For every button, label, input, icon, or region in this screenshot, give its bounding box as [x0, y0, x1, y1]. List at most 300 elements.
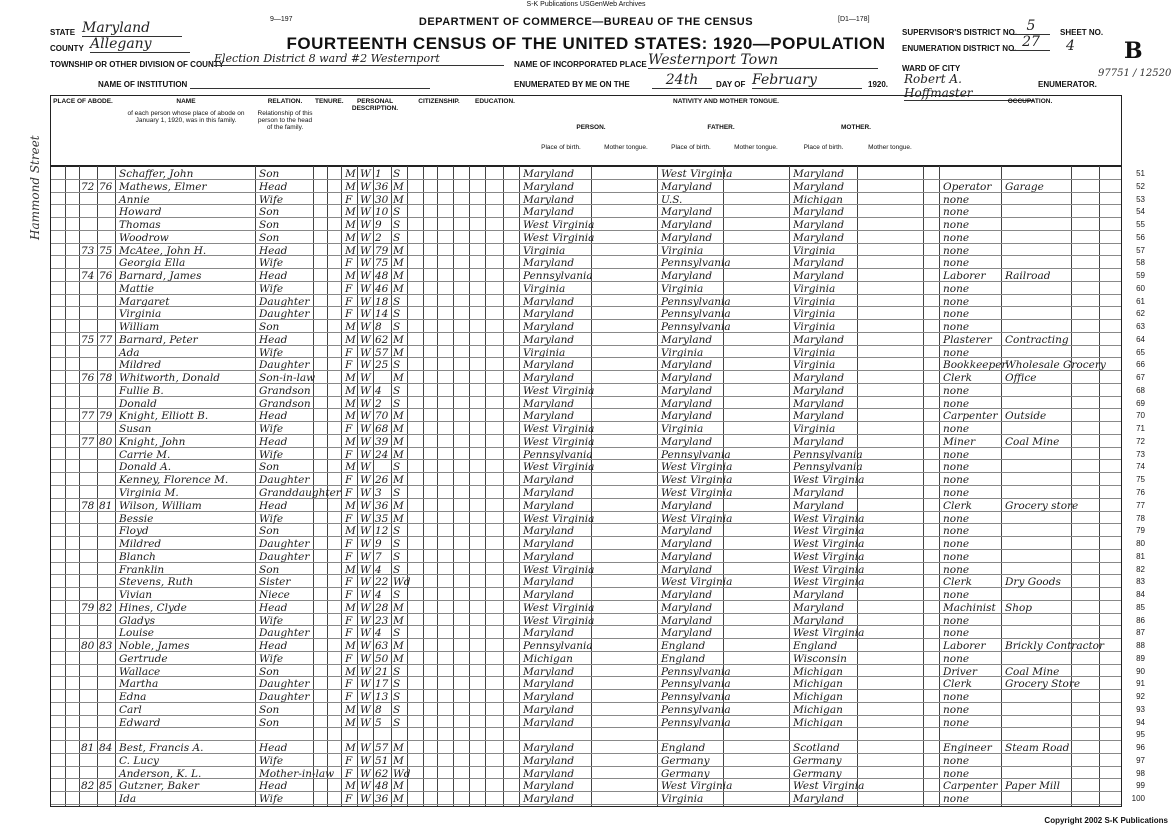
line-number: 66 — [1136, 360, 1145, 370]
cell-mpob: Maryland — [793, 793, 845, 806]
cell-dw: 74 — [81, 270, 95, 283]
cell-rel: Head — [259, 410, 288, 423]
table-row — [51, 396, 1145, 410]
table-row — [51, 332, 1145, 346]
cell-fpob: Germany — [661, 754, 710, 767]
cell-name: Wallace — [119, 665, 161, 678]
table-row — [51, 689, 1145, 704]
cell-name: Ada — [119, 346, 140, 359]
table-row — [51, 434, 1145, 448]
cell-fam: 85 — [99, 780, 113, 793]
cell-age: 7 — [375, 550, 382, 563]
cell-fpob: Maryland — [661, 601, 713, 614]
supervisor-label: SUPERVISOR'S DISTRICT NO. — [902, 28, 1018, 37]
cell-race: W — [360, 308, 371, 321]
cell-name: Thomas — [119, 219, 161, 232]
cell-mar: M — [393, 193, 404, 206]
col-group-personal: PERSONAL DESCRIPTION. — [351, 98, 399, 112]
year-label: 1920. — [868, 80, 889, 89]
cell-occ: none — [943, 754, 970, 767]
cell-mpob: Wisconsin — [793, 652, 847, 665]
cell-fpob: Virginia — [661, 346, 704, 359]
cell-mpob: West Virginia — [793, 512, 865, 525]
cell-race: W — [360, 716, 371, 729]
cell-sex: M — [345, 244, 356, 257]
cell-fpob: Germany — [661, 767, 710, 780]
cell-occ: none — [943, 627, 970, 640]
table-row — [51, 574, 1145, 589]
cell-occ: none — [943, 423, 970, 436]
col-group-education: EDUCATION. — [475, 98, 515, 105]
cell-occ: none — [943, 703, 970, 716]
cell-age: 70 — [375, 410, 389, 423]
cell-mar: S — [393, 550, 401, 563]
table-row — [51, 179, 1145, 193]
cell-pob: Maryland — [523, 793, 575, 806]
cell-mar: M — [393, 346, 404, 359]
cell-fpob: England — [661, 652, 706, 665]
cell-occ: none — [943, 716, 970, 729]
cell-mar: S — [393, 716, 401, 729]
cell-race: W — [360, 295, 371, 308]
cell-pob: Maryland — [523, 487, 575, 499]
col-name-desc: of each person whose place of abode on January 1, 1920, was in this family. — [127, 110, 245, 124]
cell-age: 14 — [375, 308, 389, 321]
cell-mpob: Virginia — [793, 282, 836, 295]
cell-ind: Coal Mine — [1005, 665, 1060, 678]
cell-dw: 77 — [81, 410, 95, 423]
cell-ind: Office — [1005, 372, 1037, 385]
cell-mar: S — [393, 627, 401, 640]
cell-mar: M — [393, 640, 404, 653]
cell-pob: West Virginia — [523, 601, 595, 614]
cell-race: W — [360, 359, 371, 372]
cell-rel: Son — [259, 321, 280, 334]
cell-mar: S — [393, 295, 401, 308]
cell-name: Best, Francis A. — [119, 742, 204, 755]
sheet-value: 4 — [1066, 38, 1075, 54]
copyright: Copyright 2002 S-K Publications — [1044, 816, 1168, 825]
cell-sex: M — [345, 435, 356, 448]
cell-occ: none — [943, 321, 970, 334]
cell-occ: none — [943, 589, 970, 602]
cell-mar: M — [393, 742, 404, 755]
table-row — [51, 664, 1145, 678]
cell-rel: Head — [259, 270, 288, 283]
table-row — [51, 511, 1145, 525]
cell-age: 13 — [375, 691, 389, 704]
line-number: 67 — [1136, 373, 1145, 383]
table-row — [51, 485, 1145, 499]
cell-mpob: Virginia — [793, 308, 836, 321]
cell-occ: Clerk — [943, 678, 972, 691]
cell-name: Mildred — [119, 538, 162, 551]
cell-sex: M — [345, 499, 356, 512]
col-tongue-person: Mother tongue. — [604, 144, 648, 151]
cell-dw: 81 — [81, 742, 95, 755]
cell-dw: 80 — [81, 640, 95, 653]
line-number: 88 — [1136, 641, 1145, 651]
cell-mpob: Virginia — [793, 295, 836, 308]
cell-ind: Coal Mine — [1005, 435, 1060, 448]
cell-fpob: Pennsylvania — [661, 678, 731, 691]
cell-fpob: Virginia — [661, 793, 704, 806]
cell-rel: Wife — [259, 512, 284, 525]
cell-dw: 78 — [81, 499, 95, 512]
cell-mpob: Maryland — [793, 601, 845, 614]
line-number: 71 — [1136, 424, 1145, 434]
cell-age: 5 — [375, 716, 382, 729]
cell-name: Woodrow — [119, 231, 169, 244]
cell-occ: none — [943, 244, 970, 257]
left-margin-street: Hammond Street — [28, 135, 42, 240]
cell-mar: M — [393, 180, 404, 193]
cell-occ: none — [943, 257, 970, 270]
cell-race: W — [360, 231, 371, 244]
cell-name: Blanch — [119, 550, 156, 563]
department-heading: DEPARTMENT OF COMMERCE—BUREAU OF THE CENSUS — [418, 16, 754, 28]
cell-race: W — [360, 538, 371, 551]
cell-age: 17 — [375, 678, 389, 691]
table-row — [51, 281, 1145, 295]
line-number: 52 — [1136, 181, 1145, 191]
cell-sex: M — [345, 397, 356, 410]
page-title: FOURTEENTH CENSUS OF THE UNITED STATES: 1920—POPULATION — [286, 34, 886, 53]
cell-rel: Head — [259, 180, 288, 193]
cell-age: 3 — [375, 487, 382, 499]
cell-sex: M — [345, 601, 356, 614]
cell-pob: Maryland — [523, 257, 575, 270]
cell-sex: M — [345, 333, 356, 346]
cell-mar: M — [393, 499, 404, 512]
cell-mpob: Virginia — [793, 321, 836, 334]
cell-race: W — [360, 423, 371, 436]
table-row — [51, 268, 1145, 283]
cell-sex: M — [345, 780, 356, 793]
cell-mpob: Maryland — [793, 614, 845, 627]
enumerator-label: ENUMERATOR. — [1038, 80, 1097, 89]
cell-mar: M — [393, 282, 404, 295]
cell-pob: Michigan — [523, 652, 573, 665]
cell-fam: 80 — [99, 435, 113, 448]
cell-fpob: Maryland — [661, 499, 713, 512]
cell-name: Knight, Elliott B. — [119, 410, 209, 423]
cell-fpob: Maryland — [661, 397, 713, 410]
line-number: 93 — [1136, 704, 1145, 714]
cell-mpob: Maryland — [793, 219, 845, 232]
cell-name: Wilson, William — [119, 499, 202, 512]
cell-fpob: Pennsylvania — [661, 691, 731, 704]
cell-mpob: Maryland — [793, 372, 845, 385]
cell-mar: S — [393, 219, 401, 232]
cell-name: Carl — [119, 703, 142, 716]
cell-ind: Garage — [1005, 180, 1044, 193]
line-number: 51 — [1136, 169, 1145, 178]
cell-rel: Wife — [259, 652, 284, 665]
cell-mar: S — [393, 359, 401, 372]
cell-fpob: Maryland — [661, 614, 713, 627]
cell-race: W — [360, 435, 371, 448]
line-number: 96 — [1136, 743, 1145, 753]
col-group-nativity: NATIVITY AND MOTHER TONGUE. — [673, 98, 779, 105]
cell-mar: S — [393, 525, 401, 538]
cell-mpob: Maryland — [793, 231, 845, 244]
table-row — [51, 753, 1145, 767]
table-row — [51, 676, 1145, 691]
cell-race: W — [360, 410, 371, 423]
cell-pob: Maryland — [523, 691, 575, 704]
cell-name: Schaffer, John — [119, 168, 194, 180]
line-number: 81 — [1136, 551, 1145, 561]
table-row — [51, 447, 1145, 461]
cell-mpob: Maryland — [793, 499, 845, 512]
cell-sex: F — [345, 474, 353, 487]
cell-fpob: Pennsylvania — [661, 703, 731, 716]
census-table — [50, 165, 1145, 807]
cell-mpob: Virginia — [793, 359, 836, 372]
cell-mar: M — [393, 614, 404, 627]
cell-sex: F — [345, 257, 353, 270]
cell-mar: M — [393, 244, 404, 257]
col-tongue-father: Mother tongue. — [734, 144, 778, 151]
cell-rel: Daughter — [259, 538, 310, 551]
cell-rel: Son — [259, 461, 280, 474]
cell-mpob: Virginia — [793, 423, 836, 436]
cell-sex: M — [345, 742, 356, 755]
col-tongue-mother: Mother tongue. — [868, 144, 912, 151]
cell-rel: Daughter — [259, 308, 310, 321]
cell-sex: F — [345, 423, 353, 436]
cell-mar: S — [393, 487, 401, 499]
line-number: 94 — [1136, 717, 1145, 727]
cell-pob: West Virginia — [523, 423, 595, 436]
table-row — [51, 255, 1145, 270]
cell-mar: S — [393, 321, 401, 334]
cell-race: W — [360, 525, 371, 538]
cell-dw: 76 — [81, 372, 95, 385]
cell-sex: M — [345, 525, 356, 538]
cell-occ: none — [943, 282, 970, 295]
table-row — [51, 243, 1145, 257]
column-header-band — [50, 95, 1122, 167]
cell-pob: Maryland — [523, 372, 575, 385]
cell-pob: West Virginia — [523, 461, 595, 474]
cell-name: Vivian — [119, 589, 153, 602]
table-row — [51, 357, 1145, 372]
cell-sex: F — [345, 512, 353, 525]
cell-fpob: Maryland — [661, 550, 713, 563]
cell-rel: Daughter — [259, 359, 310, 372]
cell-pob: Maryland — [523, 703, 575, 716]
cell-rel: Wife — [259, 257, 284, 270]
cell-dw: 75 — [81, 333, 95, 346]
cell-name: Barnard, Peter — [119, 333, 198, 346]
cell-fam: 84 — [99, 742, 113, 755]
line-number: 57 — [1136, 245, 1145, 255]
cell-fpob: Maryland — [661, 372, 713, 385]
cell-sex: M — [345, 410, 356, 423]
cell-name: Hines, Clyde — [119, 601, 187, 614]
cell-pob: West Virginia — [523, 231, 595, 244]
cell-occ: Machinist — [943, 601, 996, 614]
cell-name: Knight, John — [119, 435, 186, 448]
cell-name: Louise — [119, 627, 155, 640]
cell-pob: Maryland — [523, 538, 575, 551]
township-label: TOWNSHIP OR OTHER DIVISION OF COUNTY — [50, 60, 224, 69]
line-number: 73 — [1136, 449, 1145, 459]
cell-occ: none — [943, 512, 970, 525]
cell-fpob: Maryland — [661, 206, 713, 219]
line-number: 60 — [1136, 283, 1145, 293]
cell-race: W — [360, 487, 371, 499]
line-number: 54 — [1136, 207, 1145, 217]
line-number: 76 — [1136, 488, 1145, 497]
supervisor-value: 5 — [1012, 18, 1050, 35]
cell-rel: Head — [259, 742, 288, 755]
cell-mpob: Maryland — [793, 410, 845, 423]
cell-pob: Maryland — [523, 742, 575, 755]
cell-mar: M — [393, 474, 404, 487]
cell-name: Margaret — [119, 295, 170, 308]
cell-ind: Steam Road — [1005, 742, 1070, 755]
cell-ind: Wholesale Grocery — [1005, 359, 1106, 372]
cell-race: W — [360, 563, 371, 576]
cell-pob: Virginia — [523, 346, 566, 359]
cell-name: Carrie M. — [119, 448, 171, 461]
cell-age: 18 — [375, 295, 389, 308]
cell-occ: Plasterer — [943, 333, 992, 346]
cell-rel: Son — [259, 665, 280, 678]
line-number: 90 — [1136, 666, 1145, 676]
cell-name: Gertrude — [119, 652, 168, 665]
cell-ind: Grocery Store — [1005, 678, 1081, 691]
cell-rel: Mother-in-law — [259, 767, 335, 780]
line-number: 75 — [1136, 475, 1145, 485]
line-number: 86 — [1136, 615, 1145, 625]
cell-name: Mildred — [119, 359, 162, 372]
cell-pob: Maryland — [523, 333, 575, 346]
cell-race: W — [360, 793, 371, 806]
cell-sex: F — [345, 346, 353, 359]
cell-pob: Maryland — [523, 767, 575, 780]
cell-race: W — [360, 576, 371, 589]
cell-mar: S — [393, 665, 401, 678]
cell-occ: none — [943, 563, 970, 576]
cell-mar: M — [393, 652, 404, 665]
cell-name: Ida — [119, 793, 137, 806]
cell-occ: Bookkeeper — [943, 359, 1007, 372]
cell-fam: 76 — [99, 270, 113, 283]
cell-mpob: Maryland — [793, 270, 845, 283]
table-row — [51, 498, 1145, 512]
cell-rel: Wife — [259, 448, 284, 461]
col-person: PERSON. — [576, 124, 606, 131]
cell-mpob: West Virginia — [793, 550, 865, 563]
table-row — [51, 217, 1145, 232]
cell-fpob: Virginia — [661, 244, 704, 257]
cell-race: W — [360, 512, 371, 525]
cell-pob: Maryland — [523, 321, 575, 334]
cell-sex: M — [345, 640, 356, 653]
cell-sex: M — [345, 231, 356, 244]
line-number: 65 — [1136, 347, 1145, 357]
table-row — [51, 370, 1145, 385]
cell-rel: Wife — [259, 614, 284, 627]
cell-mar: S — [393, 384, 401, 397]
cell-pob: Virginia — [523, 244, 566, 257]
line-number: 72 — [1136, 436, 1145, 446]
table-row — [51, 421, 1145, 436]
cell-occ: none — [943, 206, 970, 219]
cell-occ: none — [943, 461, 970, 474]
line-number: 77 — [1136, 500, 1145, 510]
cell-pob: Pennsylvania — [523, 640, 593, 653]
cell-fam: 83 — [99, 640, 113, 653]
cell-sex: M — [345, 372, 356, 385]
line-number: 99 — [1136, 781, 1145, 791]
line-number: 100 — [1131, 794, 1145, 804]
col-relation-desc: Relationship of this person to the head of the family. — [257, 110, 313, 131]
cell-rel: Daughter — [259, 627, 310, 640]
cell-occ: none — [943, 295, 970, 308]
cell-age: 51 — [375, 754, 389, 767]
table-row — [51, 702, 1145, 716]
cell-rel: Wife — [259, 754, 284, 767]
cell-age: 4 — [375, 384, 382, 397]
cell-race: W — [360, 691, 371, 704]
cell-fpob: Pennsylvania — [661, 308, 731, 321]
cell-occ: none — [943, 231, 970, 244]
cell-mpob: Maryland — [793, 589, 845, 602]
cell-pob: Maryland — [523, 397, 575, 410]
cell-rel: Sister — [259, 576, 291, 589]
cell-age: 28 — [375, 601, 389, 614]
col-group-relation: RELATION. — [267, 98, 303, 105]
cell-race: W — [360, 640, 371, 653]
line-number: 97 — [1136, 755, 1145, 765]
cell-fpob: Pennsylvania — [661, 448, 731, 461]
cell-occ: none — [943, 193, 970, 206]
cell-name: Georgia Ella — [119, 257, 186, 270]
cell-mar: M — [393, 435, 404, 448]
enumerated-month: February — [752, 72, 862, 89]
table-row — [51, 727, 1145, 740]
cell-fpob: Maryland — [661, 563, 713, 576]
cell-fpob: Pennsylvania — [661, 257, 731, 270]
table-row — [51, 625, 1145, 640]
table-row — [51, 587, 1145, 602]
line-number: 74 — [1136, 462, 1145, 472]
cell-age: 36 — [375, 793, 389, 806]
cell-rel: Head — [259, 244, 288, 257]
cell-rel: Daughter — [259, 691, 310, 704]
line-number: 64 — [1136, 334, 1145, 344]
cell-mpob: Maryland — [793, 487, 845, 499]
cell-mpob: Pennsylvania — [793, 448, 863, 461]
cell-fpob: Maryland — [661, 219, 713, 232]
cell-race: W — [360, 270, 371, 283]
cell-age: 36 — [375, 499, 389, 512]
cell-race: W — [360, 589, 371, 602]
cell-ind: Contracting — [1005, 333, 1069, 346]
cell-mpob: Maryland — [793, 435, 845, 448]
table-row — [51, 778, 1145, 793]
line-number: 92 — [1136, 692, 1145, 702]
cell-name: Annie — [119, 193, 150, 206]
cell-occ: Carpenter — [943, 410, 998, 423]
cell-mpob: Maryland — [793, 397, 845, 410]
cell-sex: F — [345, 282, 353, 295]
